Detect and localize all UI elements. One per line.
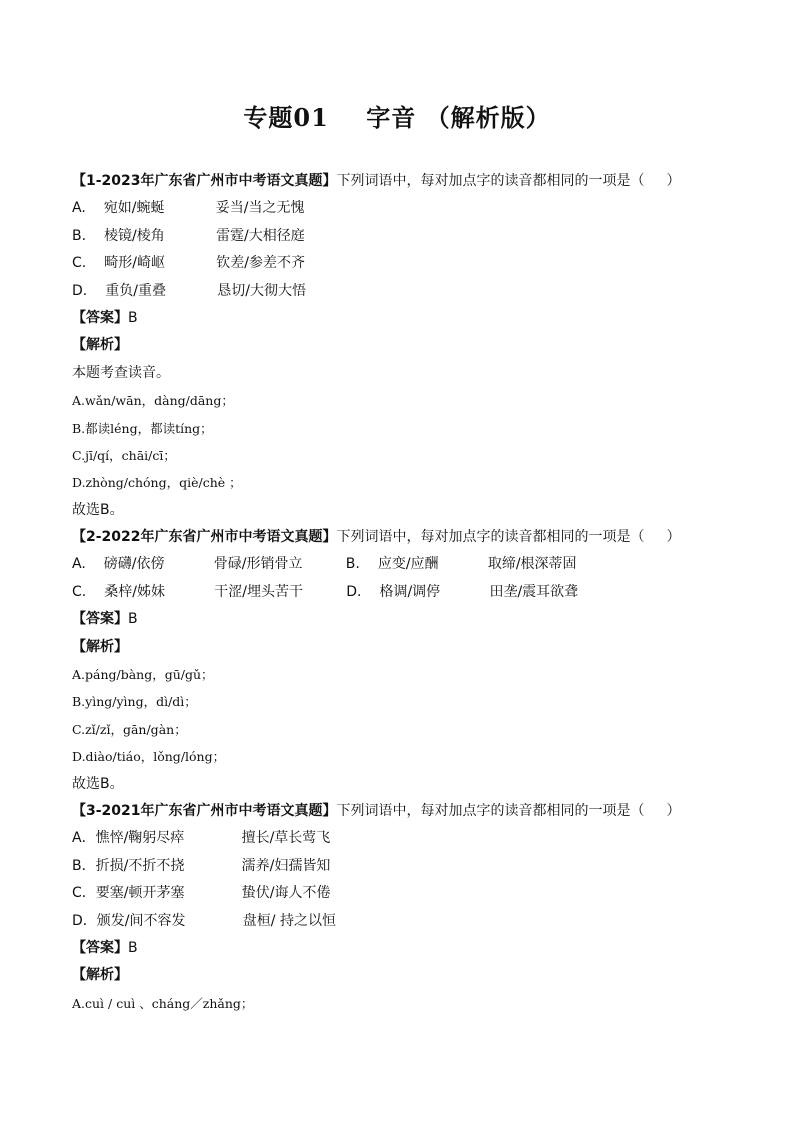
question-3-option-a: A．憔悴/鞠躬尽瘁 擅长/草长莺飞 [72, 830, 331, 847]
question-3-answer: 【答案】B [72, 939, 138, 956]
question-2-options-cd: C. 桑梓/姊妹 干涩/埋头苦干 D. 格调/调停 田垄/震耳欲聋 [72, 583, 579, 600]
question-1-stem: 【1-2023年广东省广州市中考语文真题】下列词语中，每对加点字的读音都相同的一项是（ ） [72, 173, 681, 189]
question-1-option-b: B. 棱镜/棱角 雷霆/大相径庭 [72, 227, 305, 244]
question-1-answer: 【答案】B [72, 309, 138, 326]
question-1-intro: 本题考查读音。 [72, 364, 170, 381]
question-2-options-ab: A. 磅礴/依傍 骨碌/形销骨立 B. 应变/应酬 取缔/根深蒂固 [72, 556, 577, 573]
answer-value: B [128, 309, 138, 326]
question-1-analysis-d: D.zhòng/chóng，qiè/chè ； [72, 475, 242, 491]
question-3-text: 下列词语中，每对加点字的读音都相同的一项是（ [336, 802, 645, 819]
question-1-option-a: A. 宛如/蜿蜒 妥当/当之无愧 [72, 200, 305, 217]
question-2-analysis-a: A.páng/bàng，gū/gǔ； [72, 667, 214, 683]
question-1-analysis-c: C.jī/qí，chāi/cī； [72, 447, 176, 463]
question-1-text: 下列词语中，每对加点字的读音都相同的一项是（ [336, 173, 645, 189]
question-2-analysis-c: C.zǐ/zǐ，gān/gàn； [72, 721, 187, 737]
question-3-option-b: B．折损/不折不挠 濡养/妇孺皆知 [72, 857, 331, 874]
question-2-source: 【2-2022年广东省广州市中考语文真题】 [72, 529, 337, 546]
question-2-text: 下列词语中，每对加点字的读音都相同的一项是（ [336, 529, 645, 546]
question-2-analysis-b: B.yìng/yìng，dì/dì； [72, 694, 197, 710]
question-1-analysis-a: A.wǎn/wān，dàng/dāng； [72, 393, 234, 409]
question-3-source: 【3-2021年广东省广州市中考语文真题】 [72, 802, 337, 819]
question-3-stem: 【3-2021年广东省广州市中考语文真题】下列词语中，每对加点字的读音都相同的一项是（ ） [72, 802, 681, 819]
page-title: 专题01 字音 （解析版） [243, 103, 551, 132]
answer-value: B [128, 939, 138, 956]
question-1-conclusion: 故选B。 [72, 501, 124, 518]
question-2-conclusion: 故选B。 [72, 775, 124, 792]
question-1-option-d: D. 重负/重叠 恳切/大彻大悟 [72, 282, 306, 299]
document-body [72, 168, 722, 1017]
question-1-analysis-heading: 【解析】 [72, 337, 128, 354]
question-3-option-d: D．颁发/间不容发 盘桓/ 持之以恒 [72, 912, 336, 929]
question-2-analysis-heading: 【解析】 [72, 638, 128, 655]
question-1-option-c: C. 畸形/崎岖 钦差/参差不齐 [72, 255, 305, 272]
question-1-analysis-b: B.都读léng，都读tíng； [72, 420, 213, 436]
question-1-source: 【1-2023年广东省广州市中考语文真题】 [72, 173, 337, 189]
question-2-analysis-d: D.diào/tiáo，lǒng/lóng； [72, 749, 226, 765]
question-2-stem: 【2-2022年广东省广州市中考语文真题】下列词语中，每对加点字的读音都相同的一项是（ ） [72, 529, 681, 546]
question-3-option-c: C．要塞/顿开茅塞 蛰伏/诲人不倦 [72, 885, 331, 902]
question-2-answer: 【答案】B [72, 611, 138, 628]
question-3-analysis-heading: 【解析】 [72, 967, 128, 984]
answer-value: B [128, 611, 138, 628]
question-3-analysis-a: A.cuì / cuì 、cháng／zhǎng； [72, 995, 254, 1011]
